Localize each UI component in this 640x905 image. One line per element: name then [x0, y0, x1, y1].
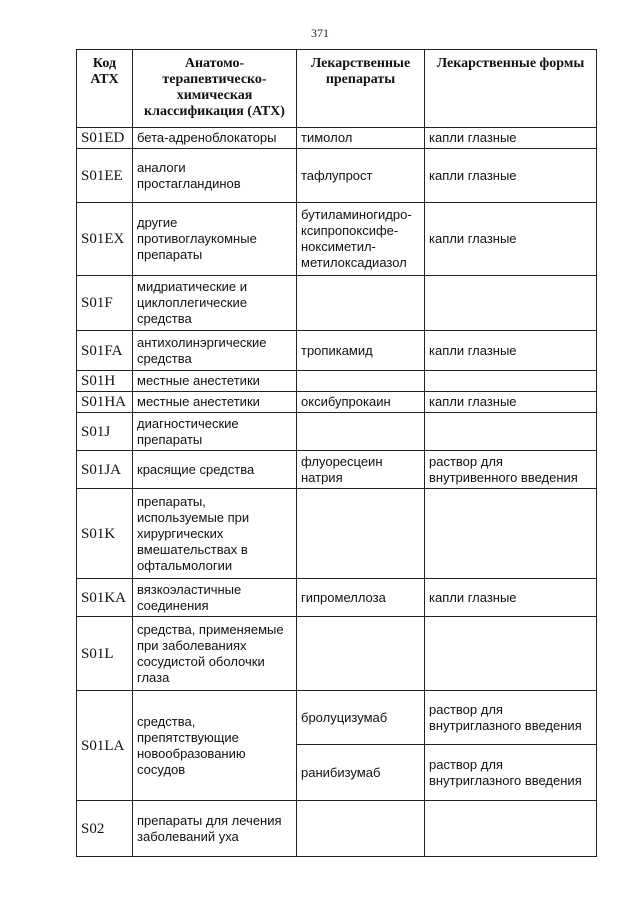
table-row: [77, 128, 597, 149]
dosage-form: [425, 413, 597, 451]
dosage-form: [425, 617, 597, 691]
dosage-form: капли глазные: [425, 392, 597, 413]
atc-code: S01EE: [77, 149, 133, 203]
atc-classification: бета-адреноблокаторы: [133, 128, 297, 149]
dosage-form: [425, 801, 597, 857]
atc-classification: другие противоглаукомные препараты: [133, 203, 297, 276]
atc-code: S01J: [77, 413, 133, 451]
page-number: 371: [311, 26, 329, 40]
drug-name: ранибизумаб: [297, 745, 425, 801]
atc-code: S01LA: [77, 691, 133, 801]
drug-name: [297, 617, 425, 691]
table-row: [77, 489, 597, 579]
drug-name: [297, 801, 425, 857]
drug-name: бутиламиногидро-ксипропоксифе-ноксиметил-метилоксадиазол: [297, 203, 425, 276]
atc-code: S01F: [77, 276, 133, 331]
atc-classification: диагностические препараты: [133, 413, 297, 451]
atc-code: S01KA: [77, 579, 133, 617]
header-drugs: Лекарственные препараты: [297, 50, 425, 128]
atc-classification: вязкоэластичные соединения: [133, 579, 297, 617]
atc-classification: средства, препятствующие новообразованию сосудов: [133, 691, 297, 801]
drug-name: [297, 413, 425, 451]
atc-classification: антихолинэргические средства: [133, 331, 297, 371]
drug-name: [297, 489, 425, 579]
table-row: [77, 579, 597, 617]
table-row: [77, 451, 597, 489]
atc-code: S01HA: [77, 392, 133, 413]
table-row: [77, 149, 597, 203]
dosage-form: [425, 276, 597, 331]
atc-code: S01L: [77, 617, 133, 691]
drug-name: бролуцизумаб: [297, 691, 425, 745]
drug-name: тропикамид: [297, 331, 425, 371]
drug-name: оксибупрокаин: [297, 392, 425, 413]
atc-code: S01JA: [77, 451, 133, 489]
header-code: Код АТХ: [77, 50, 133, 128]
dosage-form: [425, 371, 597, 392]
table-row: [77, 801, 597, 857]
atc-table: [76, 49, 597, 857]
dosage-form: раствор для внутриглазного введения: [425, 691, 597, 745]
atc-code: S01EX: [77, 203, 133, 276]
atc-code: S01ED: [77, 128, 133, 149]
atc-code: S02: [77, 801, 133, 857]
table-row: [77, 331, 597, 371]
dosage-form: капли глазные: [425, 331, 597, 371]
atc-code: S01FA: [77, 331, 133, 371]
atc-classification: мидриатические и циклоплегические средства: [133, 276, 297, 331]
header-classification: Анатомо-терапевтическо-химическая классификация (АТХ): [133, 50, 297, 128]
drug-name: тафлупрост: [297, 149, 425, 203]
dosage-form: капли глазные: [425, 203, 597, 276]
atc-classification: местные анестетики: [133, 392, 297, 413]
table-row: [77, 413, 597, 451]
table-row: [77, 392, 597, 413]
atc-code: S01H: [77, 371, 133, 392]
atc-classification: препараты, используемые при хирургических вмешательствах в офтальмологии: [133, 489, 297, 579]
atc-classification: препараты для лечения заболеваний уха: [133, 801, 297, 857]
drug-name: тимолол: [297, 128, 425, 149]
dosage-form: [425, 489, 597, 579]
table-row: [77, 371, 597, 392]
table-row: [77, 691, 597, 745]
atc-classification: красящие средства: [133, 451, 297, 489]
dosage-form: раствор для внутриглазного введения: [425, 745, 597, 801]
atc-classification: местные анестетики: [133, 371, 297, 392]
drug-name: гипромеллоза: [297, 579, 425, 617]
drug-name: [297, 276, 425, 331]
dosage-form: капли глазные: [425, 149, 597, 203]
atc-classification: аналоги простагландинов: [133, 149, 297, 203]
drug-name: [297, 371, 425, 392]
table-row: [77, 276, 597, 331]
drug-name: флуоресцеин натрия: [297, 451, 425, 489]
dosage-form: капли глазные: [425, 128, 597, 149]
header-row: [77, 50, 597, 128]
dosage-form: раствор для внутривенного введения: [425, 451, 597, 489]
atc-classification: средства, применяемые при заболеваниях сосудистой оболочки глаза: [133, 617, 297, 691]
dosage-form: капли глазные: [425, 579, 597, 617]
header-forms: Лекарственные формы: [425, 50, 597, 128]
table-row: [77, 203, 597, 276]
atc-code: S01K: [77, 489, 133, 579]
table-row: [77, 617, 597, 691]
